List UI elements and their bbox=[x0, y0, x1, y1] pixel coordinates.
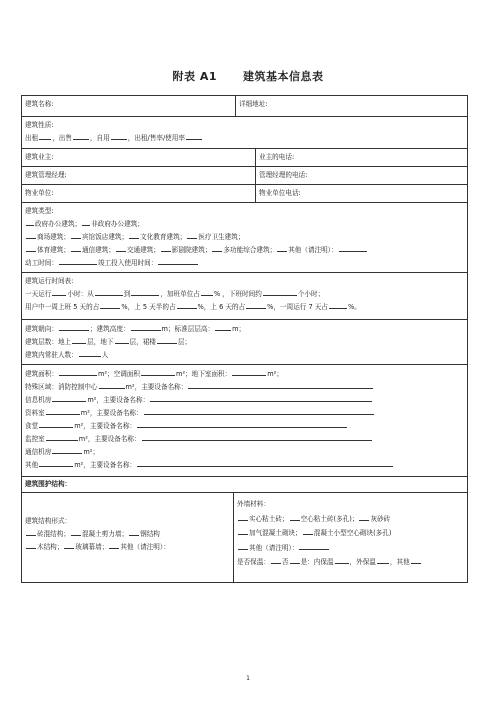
hollow-brick-blank[interactable] bbox=[290, 512, 300, 521]
to-label: 到 bbox=[123, 290, 131, 298]
property-field[interactable] bbox=[22, 185, 255, 202]
external-insulation-blank[interactable] bbox=[377, 555, 389, 564]
manager-phone-field[interactable] bbox=[255, 167, 467, 184]
row-structure-walls bbox=[22, 492, 467, 582]
non-gov-office-blank[interactable] bbox=[82, 217, 90, 226]
theater-blank[interactable] bbox=[161, 243, 171, 252]
after-hours-blank[interactable] bbox=[263, 287, 297, 296]
other-material-option: 其他（请注明）： bbox=[249, 543, 299, 552]
overtime-label: ，加班单位占 bbox=[160, 290, 200, 298]
orientation-blank[interactable] bbox=[59, 322, 89, 331]
height-blank[interactable] bbox=[131, 322, 161, 331]
after-hours-label: % ，下班时间约 bbox=[213, 290, 262, 298]
education-blank[interactable] bbox=[129, 230, 139, 239]
table-title: 建筑基本信息表 bbox=[243, 70, 324, 83]
person-unit-label: 人 bbox=[101, 351, 109, 359]
property-phone-field[interactable] bbox=[255, 185, 467, 202]
meter-unit-label: m； bbox=[232, 325, 246, 333]
sqm-unit-label: m²； bbox=[267, 370, 283, 378]
row-areas bbox=[22, 364, 467, 476]
floor-area-label: 建筑面积： bbox=[25, 370, 58, 378]
percent-end-label: %。 bbox=[347, 303, 361, 311]
daily-run-label: 一天运行 bbox=[25, 290, 52, 298]
owner-field[interactable] bbox=[22, 149, 255, 166]
canteen-area-blank[interactable] bbox=[39, 419, 73, 428]
owner-phone-label: 业主的电话: bbox=[259, 153, 295, 161]
canteen-equip-blank[interactable] bbox=[137, 419, 347, 428]
archive-area-blank[interactable] bbox=[46, 406, 80, 415]
other-insulation-option: ，其他 bbox=[389, 558, 410, 566]
floor-area-blank[interactable] bbox=[59, 367, 97, 376]
podium-blank[interactable] bbox=[157, 335, 177, 344]
sand-lime-option: 灰砂砖 bbox=[370, 514, 391, 523]
solid-brick-blank[interactable] bbox=[238, 512, 248, 521]
other-type-blank[interactable] bbox=[277, 243, 287, 252]
occupants-blank[interactable] bbox=[79, 348, 101, 357]
hotel-option: 宾馆饭店建筑； bbox=[81, 233, 129, 241]
row-owner bbox=[22, 148, 467, 166]
non-gov-office-option: 非政府办公建筑； bbox=[91, 220, 144, 228]
shear-wall-option: 混凝土剪力墙； bbox=[81, 530, 129, 538]
manager-label: 建筑管理经理: bbox=[25, 171, 67, 179]
other-type-option: 其他（请注明）： bbox=[288, 246, 338, 254]
self-use-blank[interactable] bbox=[111, 131, 127, 140]
other-structure-option: 其他（请注明）： bbox=[120, 543, 170, 551]
floor-height-label: m；标准层层高： bbox=[161, 325, 215, 333]
hollow-block-blank[interactable] bbox=[303, 526, 313, 535]
canteen-label: 食堂 bbox=[25, 422, 39, 430]
page-number: 1 bbox=[246, 675, 250, 682]
building-info-table bbox=[21, 95, 468, 583]
document-title bbox=[0, 68, 496, 84]
telecom-option: 通信建筑； bbox=[81, 246, 115, 254]
external-insulation-option: ，外保温 bbox=[349, 558, 376, 566]
it-room-equip-blank[interactable] bbox=[150, 393, 372, 402]
medical-blank[interactable] bbox=[187, 230, 197, 239]
manager-field[interactable] bbox=[22, 167, 255, 184]
basement-area-label: m²；地下室面积： bbox=[176, 370, 232, 378]
operation-schedule-cell bbox=[22, 273, 467, 315]
building-nature-cell bbox=[22, 117, 467, 146]
property-phone-label: 物业单位电话: bbox=[259, 189, 301, 197]
mall-blank[interactable] bbox=[26, 230, 36, 239]
other-material-note-blank[interactable] bbox=[299, 541, 329, 550]
gov-office-blank[interactable] bbox=[26, 217, 34, 226]
five-half-day-blank[interactable] bbox=[177, 300, 197, 309]
mall-option: 商场建筑； bbox=[37, 233, 70, 241]
other-room-equip-blank[interactable] bbox=[137, 458, 393, 467]
medical-option: 医疗卫生建筑； bbox=[198, 233, 245, 241]
structure-form-label: 建筑结构形式： bbox=[25, 517, 72, 525]
sports-option: 体育建筑； bbox=[37, 246, 70, 254]
building-nature-label: 建筑性质: bbox=[25, 121, 54, 129]
monitor-area-blank[interactable] bbox=[46, 432, 78, 441]
insulation-yes-blank[interactable] bbox=[290, 555, 300, 564]
other-structure-blank[interactable] bbox=[109, 540, 119, 549]
it-room-label: 信息机房 bbox=[25, 396, 52, 404]
glass-curtain-option: 玻璃幕墙； bbox=[75, 543, 109, 551]
glass-curtain-blank[interactable] bbox=[64, 540, 74, 549]
internal-insulation-option: 是：内保温 bbox=[300, 558, 334, 566]
row-manager bbox=[22, 166, 467, 184]
row-property bbox=[22, 184, 467, 202]
telecom-blank[interactable] bbox=[71, 243, 81, 252]
seven-day-label: %，一周运行 7 天占 bbox=[267, 303, 328, 311]
start-time-blank[interactable] bbox=[59, 256, 97, 265]
usage-rate-option: ，出租/售率/使用率 bbox=[127, 134, 185, 142]
building-name-field[interactable] bbox=[22, 96, 235, 116]
floor-height-blank[interactable] bbox=[215, 322, 231, 331]
from-label: 小时：从 bbox=[67, 290, 94, 298]
sale-blank[interactable] bbox=[73, 131, 89, 140]
floors-below-label: 层，地下 bbox=[87, 338, 114, 346]
floor-unit-label: 层； bbox=[177, 338, 192, 346]
education-option: 文化教育建筑； bbox=[140, 233, 187, 241]
insulation-no-option: 否 bbox=[281, 558, 289, 566]
building-type-label: 建筑类型: bbox=[25, 207, 54, 215]
fire-control-equip-blank[interactable] bbox=[188, 380, 373, 389]
fire-control-label: 特殊区域：消防控制中心 bbox=[25, 383, 98, 391]
building-dimensions-cell bbox=[22, 320, 467, 363]
wall-material-cell bbox=[233, 493, 467, 582]
floors-above-label: 建筑层数：地上 bbox=[25, 338, 72, 346]
appendix-label: 附表 A1 bbox=[172, 70, 217, 83]
operation-schedule-label: 建筑运行时间表: bbox=[25, 277, 74, 285]
transport-blank[interactable] bbox=[116, 243, 126, 252]
sports-blank[interactable] bbox=[26, 243, 36, 252]
other-type-note-blank[interactable] bbox=[339, 243, 367, 252]
other-room-equip-label: m²，主要设备名称： bbox=[74, 461, 137, 469]
steel-blank[interactable] bbox=[129, 527, 139, 536]
row-operation-schedule bbox=[22, 272, 467, 319]
row-building-dimensions bbox=[22, 319, 467, 364]
completion-time-label: 竣工投入使用时间： bbox=[97, 259, 158, 267]
manager-phone-label: 管理经理的电话: bbox=[259, 171, 308, 179]
completion-time-blank[interactable] bbox=[158, 256, 198, 265]
row-envelope-header bbox=[22, 476, 467, 492]
insulation-label: 是否保温： bbox=[237, 558, 270, 566]
other-insulation-blank[interactable] bbox=[411, 555, 421, 564]
areas-cell bbox=[22, 365, 467, 473]
brick-concrete-blank[interactable] bbox=[26, 527, 36, 536]
internal-insulation-blank[interactable] bbox=[335, 555, 349, 564]
wood-blank[interactable] bbox=[26, 540, 36, 549]
property-label: 物业单位: bbox=[25, 189, 54, 197]
occupants-label: 建筑内常驻人数： bbox=[25, 351, 78, 359]
it-room-area-blank[interactable] bbox=[52, 393, 86, 402]
self-use-option: ，自用 bbox=[89, 134, 110, 142]
steel-option: 钢结构 bbox=[140, 530, 160, 538]
archive-equip-label: m²，主要设备名称： bbox=[80, 409, 143, 417]
seven-day-blank[interactable] bbox=[329, 300, 347, 309]
height-label: ；建筑高度： bbox=[89, 325, 130, 333]
five-half-day-label: %，上 5 天半的占 bbox=[121, 303, 176, 311]
brick-concrete-option: 砖混结构； bbox=[37, 530, 70, 538]
podium-label: 层，裙楼 bbox=[129, 338, 156, 346]
transport-option: 交通建筑； bbox=[126, 246, 160, 254]
telecom-room-unit: m²； bbox=[83, 448, 100, 456]
other-material-blank[interactable] bbox=[238, 541, 248, 550]
hollow-block-option: 混凝土小型空心砌块(多孔) bbox=[313, 529, 392, 537]
basement-area-blank[interactable] bbox=[232, 367, 266, 376]
aerated-block-blank[interactable] bbox=[238, 526, 248, 535]
telecom-room-area-blank[interactable] bbox=[52, 445, 82, 454]
theater-option: 影剧院建筑； bbox=[171, 246, 212, 254]
wood-option: 木结构； bbox=[37, 543, 64, 551]
archive-equip-blank[interactable] bbox=[144, 406, 374, 415]
start-time-label: 动工时间： bbox=[25, 259, 58, 267]
six-day-label: %，上 6 天的占 bbox=[197, 303, 246, 311]
floors-above-blank[interactable] bbox=[72, 335, 86, 344]
ac-area-blank[interactable] bbox=[141, 367, 175, 376]
multi-function-blank[interactable] bbox=[212, 243, 222, 252]
hours-unit-label: 个小时； bbox=[297, 290, 325, 298]
row-building-nature bbox=[22, 116, 467, 148]
insulation-no-blank[interactable] bbox=[271, 555, 281, 564]
five-day-label: 用户中一周上班 5 天的占 bbox=[25, 303, 100, 311]
solid-brick-option: 实心粘土砖； bbox=[249, 514, 289, 523]
hollow-brick-option: 空心粘土砖(多孔)； bbox=[300, 514, 359, 523]
other-room-label: 其他 bbox=[25, 461, 39, 469]
other-room-area-blank[interactable] bbox=[39, 458, 73, 467]
from-time-blank[interactable] bbox=[95, 287, 123, 296]
envelope-header: 建筑围护结构： bbox=[25, 480, 72, 488]
fire-control-equip-label: m²，主要设备名称： bbox=[125, 383, 188, 391]
row-building-type bbox=[22, 202, 467, 272]
shear-wall-blank[interactable] bbox=[71, 527, 81, 536]
telecom-room-label: 通信机房 bbox=[25, 448, 52, 456]
structure-form-cell bbox=[22, 493, 233, 582]
daily-hours-blank[interactable] bbox=[52, 287, 66, 296]
row-name-address bbox=[22, 96, 467, 116]
rent-blank[interactable] bbox=[39, 131, 51, 140]
five-day-blank[interactable] bbox=[100, 300, 120, 309]
address-label: 详细地址: bbox=[239, 100, 268, 108]
monitor-equip-label: m²，主要设备名称： bbox=[78, 435, 141, 443]
usage-rate-blank[interactable] bbox=[186, 131, 202, 140]
orientation-label: 建筑朝向： bbox=[25, 325, 58, 333]
sand-lime-blank[interactable] bbox=[359, 512, 369, 521]
multi-function-option: 多功能综合建筑； bbox=[223, 246, 277, 254]
monitor-equip-blank[interactable] bbox=[142, 432, 372, 441]
overtime-blank[interactable] bbox=[201, 287, 213, 296]
it-room-equip-label: m²，主要设备名称： bbox=[87, 396, 150, 404]
owner-label: 建筑业主: bbox=[25, 153, 54, 161]
monitor-room-label: 监控室 bbox=[25, 435, 45, 443]
wall-material-label: 外墙材料： bbox=[237, 500, 270, 508]
ac-area-label: m²；空调面积 bbox=[97, 370, 141, 378]
to-time-blank[interactable] bbox=[131, 287, 159, 296]
sale-option: ，出售 bbox=[52, 134, 72, 142]
aerated-block-option: 加气混凝土砌块； bbox=[249, 529, 302, 537]
address-field[interactable] bbox=[235, 96, 467, 116]
gov-office-option: 政府办公建筑； bbox=[35, 220, 82, 228]
rent-option: 出租 bbox=[25, 134, 39, 142]
six-day-blank[interactable] bbox=[246, 300, 266, 309]
archive-room-label: 资料室 bbox=[25, 409, 45, 417]
building-name-label: 建筑名称: bbox=[25, 100, 54, 108]
canteen-equip-label: m²，主要设备名称： bbox=[74, 422, 137, 430]
hotel-blank[interactable] bbox=[71, 230, 81, 239]
floors-below-blank[interactable] bbox=[115, 335, 129, 344]
fire-control-area-blank[interactable] bbox=[99, 380, 125, 389]
building-type-cell bbox=[22, 203, 467, 271]
owner-phone-field[interactable] bbox=[255, 149, 467, 166]
